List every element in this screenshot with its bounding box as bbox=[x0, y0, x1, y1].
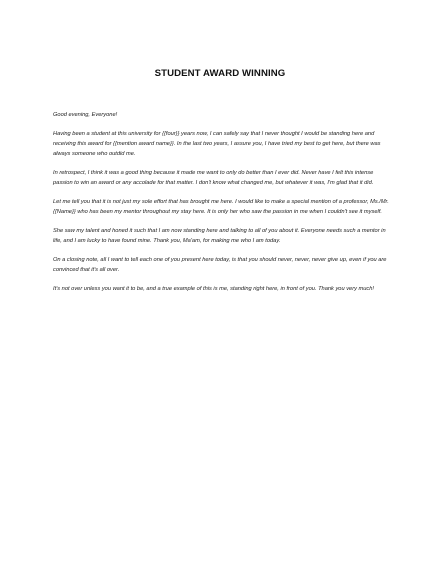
paragraph-final-thanks: It's not over unless you want it to be, and a true example of this is me, standing right here, in front of you. Thank you very much! bbox=[53, 286, 375, 292]
paragraph-mentor-thanks: She saw my talent and honed it such that I am now standing here and talking to all of you about it. Everyone needs such a mentor in life, and I am lucky to have found mine. Thank you, Ma'am, for making me who I am today. bbox=[53, 228, 386, 245]
document-body bbox=[53, 110, 393, 303]
paragraph-greeting: Good evening, Everyone! bbox=[53, 112, 118, 118]
paragraph-closing-note: On a closing note, all I want to tell each one of you present here today, is that you should never, never, never give up, even if you are convinced that it's all over. bbox=[53, 257, 387, 274]
document-title: STUDENT AWARD WINNING bbox=[154, 68, 286, 79]
paragraph-introduction: Having been a student at this university for {{four}} years now, I can safely say that I never thought I would be standing here and receiving this award for {{mention award name}}. In the last two years, I assure you, I have tried my best to get here, but there was always someone who outdid me. bbox=[53, 130, 381, 158]
paragraph-mentor-mention: Let me tell you that it is not just my sole effort that has brought me here. I would like to make a special mention of a professor, Ms./Mr. {{Name}} who has been my mentor throughout my stay here. It is only her who saw the passion in me when I couldn't see it myself. bbox=[53, 199, 389, 216]
paragraph-retrospect: In retrospect, I think it was a good thing because it made me want to only do better than I ever did. Never have I felt this intense passion to win an award or any accolade for that matter. I don't know what changed me, but whatever it was, I'm glad that it did. bbox=[53, 170, 374, 187]
